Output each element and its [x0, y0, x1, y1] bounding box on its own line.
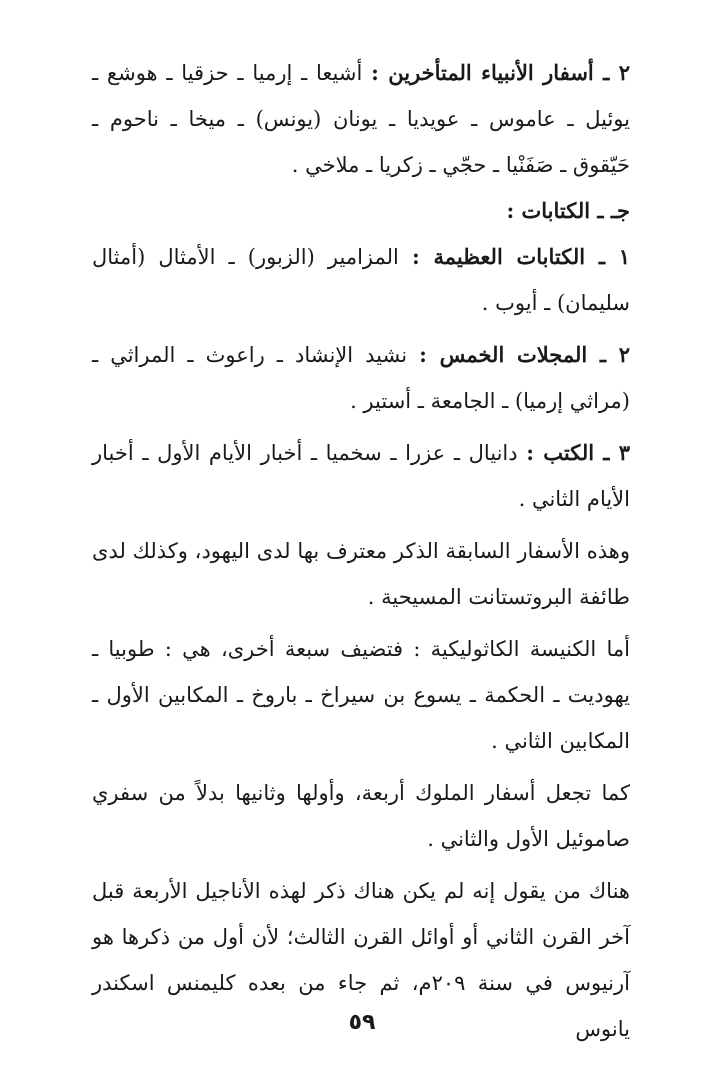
paragraph-later-prophets — [92, 50, 652, 188]
paragraph-kings: كما تجعل أسفار الملوك أربعة، وأولها وثانيها بدلاً من سفري صاموئيل الأول والثاني . — [92, 781, 630, 851]
page-number: ٥٩ — [348, 1010, 376, 1035]
paragraph-label: ٣ ـ الكتب : — [526, 440, 630, 465]
paragraph-five-scrolls — [92, 332, 652, 424]
paragraph-label: ٢ ـ أسفار الأنبياء المتأخرين : — [371, 60, 630, 85]
paragraph-text: نشيد الإنشاد ـ راعوث ـ المراثي ـ (مراثي إرميا) ـ الجامعة ـ أستير . — [92, 343, 630, 413]
paragraph-gospels: هناك من يقول إنه لم يكن هناك ذكر لهذه الأناجيل الأربعة قبل آخر القرن الثاني أو أوائل القرن الثالث؛ لأن أول من ذكرها هو آرنيوس في سنة ٢٠٩م، ثم جاء من بعده كليمنس اسكندر يانوس — [92, 879, 630, 1041]
paragraph-text: أشيعا ـ إرميا ـ حزقيا ـ هوشع ـ يوئيل ـ عاموس ـ عويديا ـ يونان (يونس) ـ ميخا ـ ناحوم ـ حَيّقوق ـ صَفَنْيا ـ حجّي ـ زكريا ـ ملاخي . — [92, 61, 630, 177]
page-body — [92, 50, 652, 1052]
paragraph-text: المزامير (الزبور) ـ الأمثال (أمثال سليمان) ـ أيوب . — [92, 245, 630, 315]
paragraph-text: دانيال ـ عزرا ـ سخميا ـ أخبار الأيام الأول ـ أخبار الأيام الثاني . — [92, 441, 630, 511]
paragraph-catholic: أما الكنيسة الكاثوليكية : فتضيف سبعة أخرى، هي : طوبيا ـ يهوديت ـ الحكمة ـ يسوع بن سيراخ ـ باروخ ـ المكابين الأول ـ المكابين الثاني . — [92, 637, 630, 753]
paragraph-label: ١ ـ الكتابات العظيمة : — [411, 244, 630, 269]
section-heading-writings: جـ ـ الكتابات : — [506, 198, 630, 223]
paragraph-books — [92, 430, 652, 522]
paragraph-label: ٢ ـ المجلات الخمس : — [419, 342, 630, 367]
paragraph-recognized: وهذه الأسفار السابقة الذكر معترف بها لدى اليهود، وكذلك لدى طائفة البروتستانت المسيحية . — [92, 539, 630, 609]
paragraph-great-writings — [92, 234, 652, 326]
